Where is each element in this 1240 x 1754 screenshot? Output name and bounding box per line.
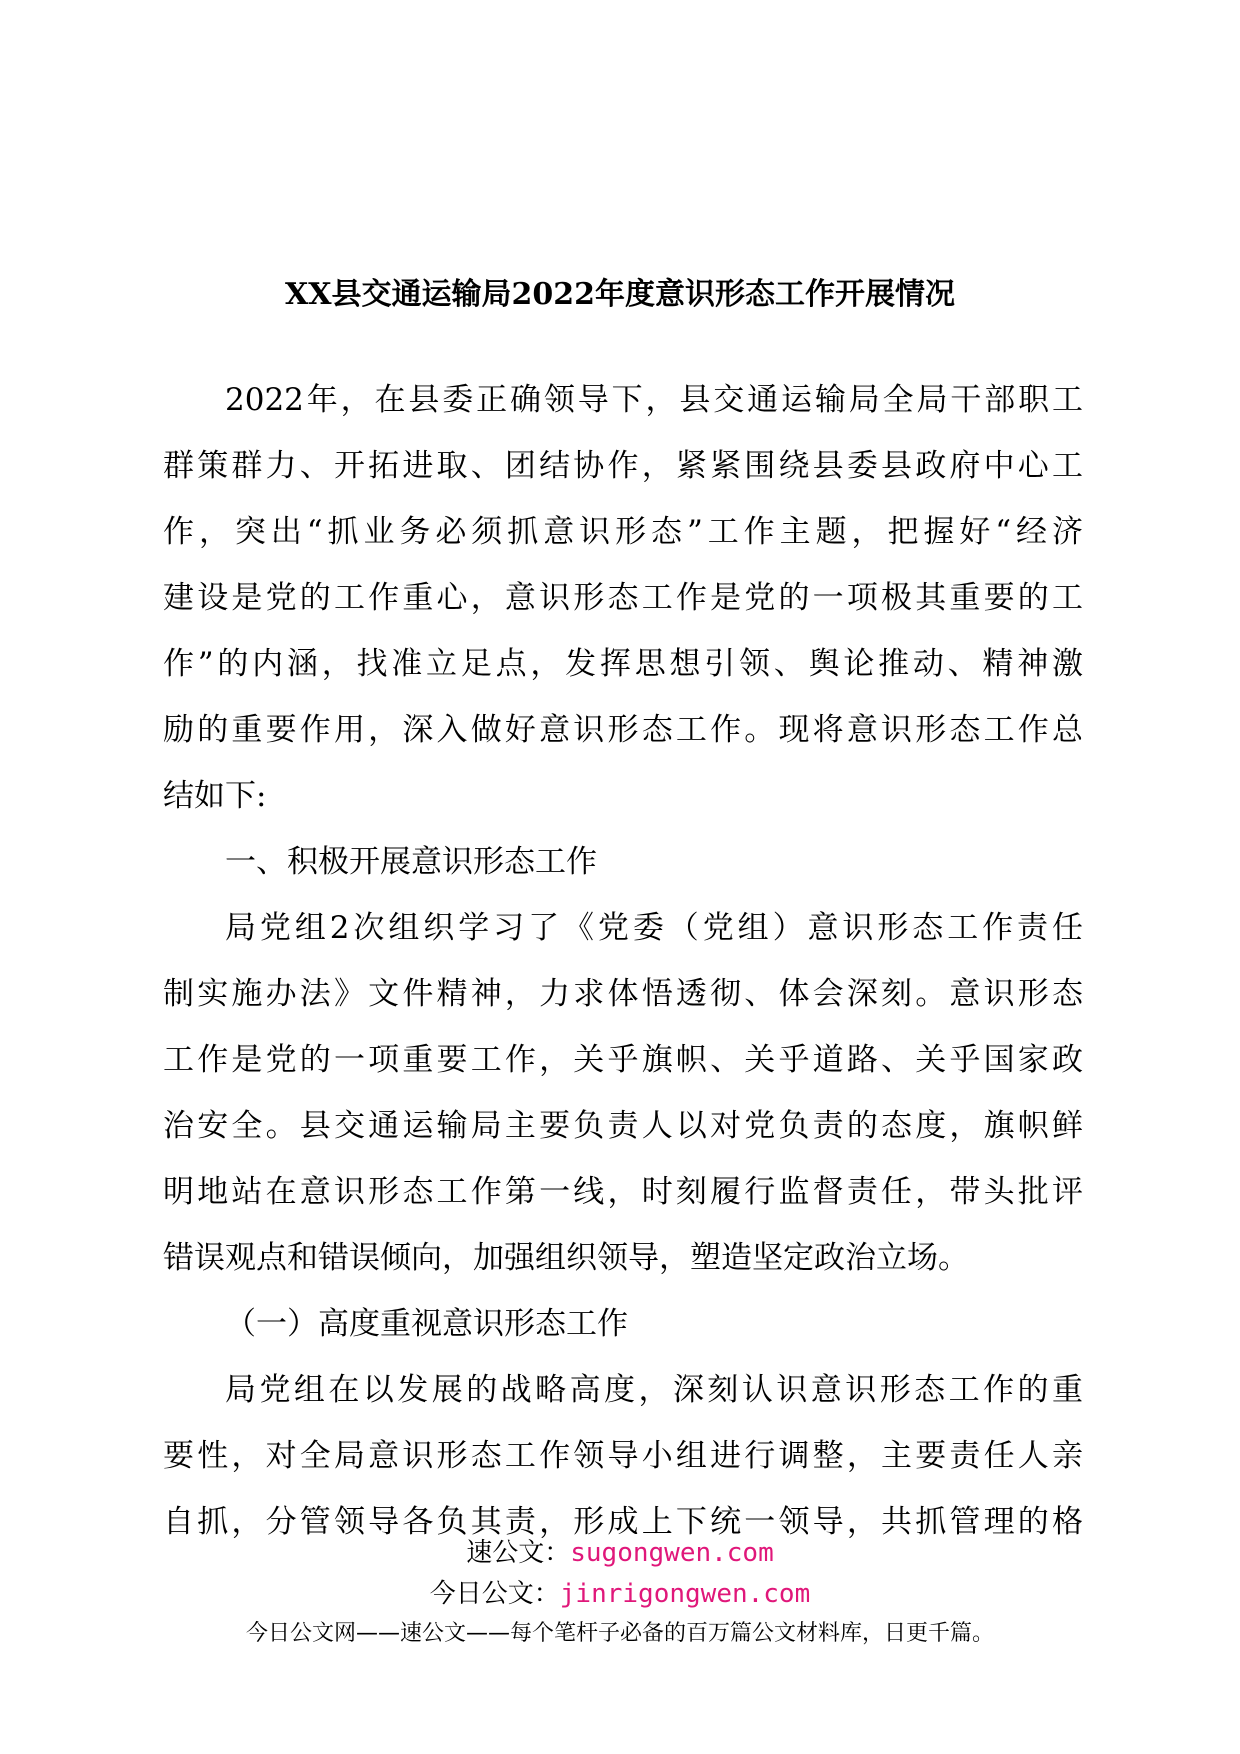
paragraph-2-line-6: 错误观点和错误倾向，加强组织领导，塑造坚定政治立场。 — [163, 1240, 969, 1276]
paragraph-2-line-4: 治安全。县交通运输局主要负责人以对党负责的态度，旗帜鲜 — [163, 1108, 1083, 1144]
paragraph-1-line-2: 群策群力、开拓进取、团结协作，紧紧围绕县委县政府中心工 — [163, 448, 1083, 484]
paragraph-2-line-5: 明地站在意识形态工作第一线，时刻履行监督责任，带头批评 — [163, 1174, 1083, 1210]
paragraph-3-line-1: 局党组在以发展的战略高度，深刻认识意识形态工作的重 — [225, 1372, 1083, 1408]
paragraph-1-line-4: 建设是党的工作重心，意识形态工作是党的一项极其重要的工 — [163, 580, 1083, 616]
paragraph-1-line-7: 结如下: — [163, 778, 267, 814]
subsection-heading-1: （一）高度重视意识形态工作 — [225, 1306, 628, 1342]
paragraph-1-line-5: 作”的内涵，找准立足点，发挥思想引领、舆论推动、精神激 — [163, 646, 1083, 682]
footer-link-jinrigongwen[interactable]: jinrigongwen.com — [559, 1579, 811, 1609]
footer-tagline: 今日公文网——速公文——每个笔杆子必备的百万篇公文材料库，日更千篇。 — [245, 1621, 994, 1646]
footer-line-sugongwen — [0, 1535, 1240, 1571]
footer-line-jinrigongwen — [0, 1576, 1240, 1612]
section-heading-1: 一、积极开展意识形态工作 — [225, 844, 597, 880]
paragraph-1-line-3: 作，突出“抓业务必须抓意识形态”工作主题，把握好“经济 — [163, 514, 1083, 550]
paragraph-1-line-1: 2022年，在县委正确领导下，县交通运输局全局干部职工 — [225, 382, 1083, 418]
footer-label-jinrigongwen: 今日公文： — [429, 1579, 560, 1609]
paragraph-2-line-1: 局党组2次组织学习了《党委（党组）意识形态工作责任 — [225, 910, 1083, 946]
paragraph-2-line-2: 制实施办法》文件精神，力求体悟透彻、体会深刻。意识形态 — [163, 976, 1083, 1012]
paragraph-3-line-2: 要性，对全局意识形态工作领导小组进行调整，主要责任人亲 — [163, 1438, 1083, 1474]
paragraph-1-line-6: 励的重要作用，深入做好意识形态工作。现将意识形态工作总 — [163, 712, 1083, 748]
document-body — [163, 367, 1083, 1555]
paragraph-2-line-3: 工作是党的一项重要工作，关乎旗帜、关乎道路、关乎国家政 — [163, 1042, 1083, 1078]
footer-label-sugongwen: 速公文： — [466, 1538, 571, 1568]
paragraph-3-line-3: 自抓，分管领导各负其责，形成上下统一领导，共抓管理的格 — [163, 1504, 1083, 1540]
document-title: XX县交通运输局2022年度意识形态工作开展情况 — [284, 277, 956, 312]
footer-link-sugongwen[interactable]: sugongwen.com — [570, 1538, 774, 1568]
